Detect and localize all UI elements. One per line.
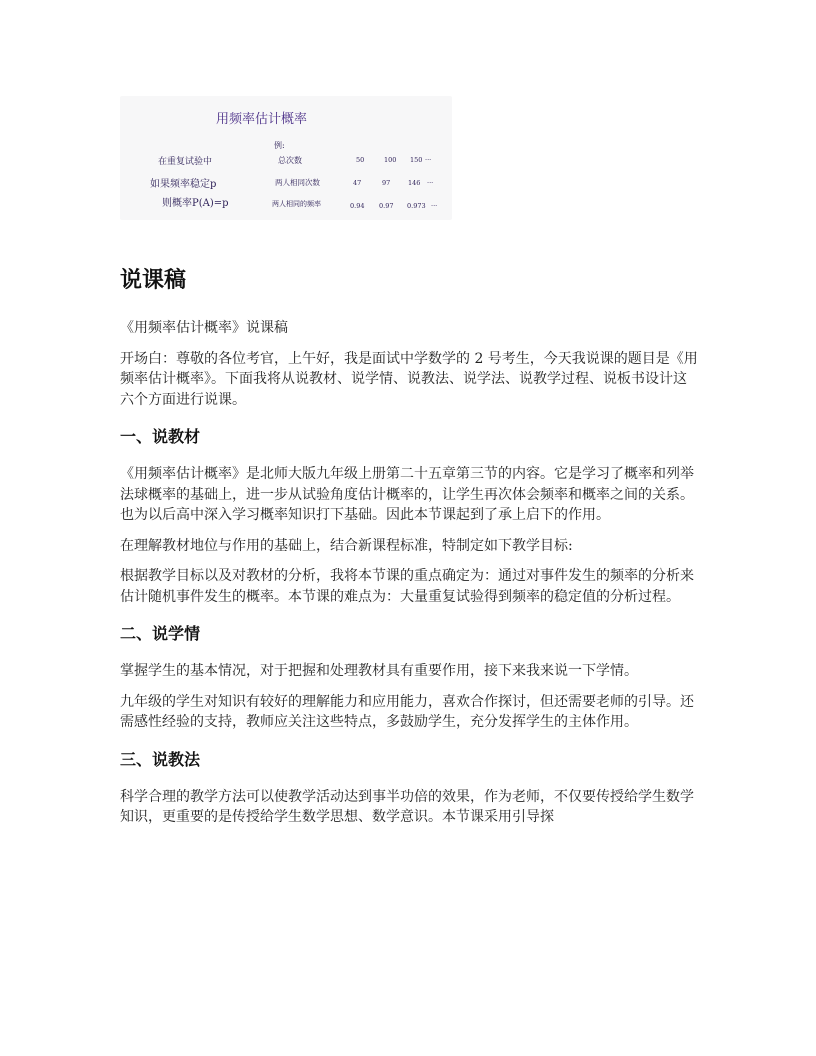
section-title-students: 二、说学情 [120,624,201,643]
board-cell: ··· [427,179,434,187]
board-example-label: 例: [274,141,285,150]
document-heading: 说课稿 [120,268,187,293]
handwritten-notes-drawing [120,96,452,220]
section-paragraph: 九年级的学生对知识有较好的理解能力和应用能力，喜欢合作探讨，但还需要老师的引导。还需感性经验的支持，教师应关注这些特点，多鼓励学生，充分发挥学生的主体作用。 [120,693,694,730]
board-row-label-3: 两人相同的频率 [272,200,321,208]
section-paragraph: 《用频率估计概率》是北师大版九年级上册第二十五章第三节的内容。它是学习了概率和列举法球概率的基础上，进一步从试验角度估计概率的，让学生再次体会频率和概率之间的关系。也为以后高中深入学习概率知识打下基础。因此本节课起到了承上启下的作用。 [120,466,694,523]
section-title-textbook: 一、说教材 [120,427,201,446]
document-subtitle: 《用频率估计概率》说课稿 [120,320,288,336]
board-cell: ··· [425,156,432,164]
document-body [120,264,700,838]
board-row-label-2: 两人相同次数 [275,178,320,187]
board-cell: 0.97 [379,202,394,210]
board-cell: 97 [382,179,391,187]
board-cell: 50 [356,156,365,164]
section-paragraph: 掌握学生的基本情况，对于把握和处理教材具有重要作用，接下来我来说一下学情。 [120,663,638,679]
board-left-note-3: 则概率P(A)=p [162,198,229,209]
board-left-note-1: 在重复试验中 [158,157,213,167]
board-cell: 0.973 [407,202,426,210]
section-paragraph: 科学合理的教学方法可以使教学活动达到事半功倍的效果，作为老师，不仅要传授给学生数学知识，更重要的是传授给学生数学思想、数学意识。本节课采用引导探 [120,788,694,825]
board-cell: 47 [353,179,362,187]
board-title: 用频率估计概率 [216,112,308,127]
section-title-teaching-method: 三、说教法 [120,749,201,769]
board-cell: 146 [408,179,421,187]
board-cell: 150 [410,156,423,164]
blackboard-notes-image [120,96,452,220]
board-cell: 100 [384,156,397,164]
board-row-label-1: 总次数 [278,156,302,165]
section-paragraph: 在理解教材地位与作用的基础上，结合新课程标准，特制定如下教学目标: [120,537,573,554]
board-left-note-2: 如果频率稳定p [150,179,217,190]
board-cell: ··· [431,202,438,210]
section-paragraph: 根据教学目标以及对教材的分析，我将本节课的重点确定为：通过对事件发生的频率的分析来估计随机事件发生的概率。本节课的难点为：大量重复试验得到频率的稳定值的分析过程。 [120,568,694,605]
board-cell: 0.94 [350,202,365,210]
intro-paragraph: 开场白：尊敬的各位考官，上午好，我是面试中学数学的 2 号考生，今天我说课的题目是《用频率估计概率》。下面我将从说教材、说学情、说教法、说学法、说教学过程、说板书设计这六个方面进行说课。 [120,350,698,408]
